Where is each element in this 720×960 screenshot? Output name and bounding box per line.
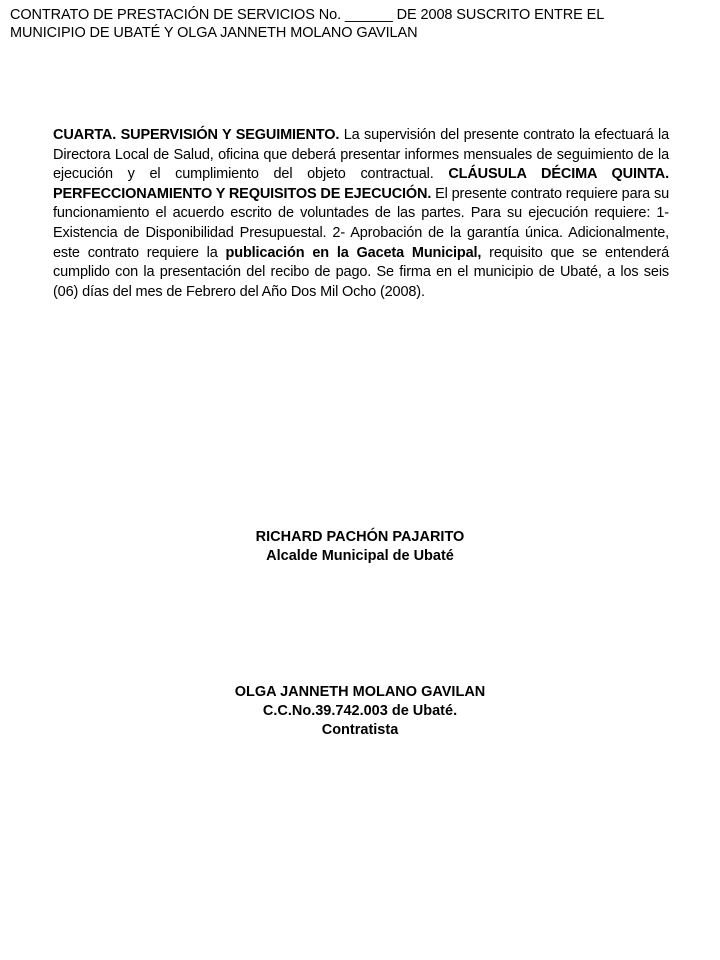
clause-closing-text: requisito que se entenderá cumplido con la presentación del recibo de pago. Se firma en el municipio de Ubaté, a los seis (06) días del mes de Febrero del Año Dos Mil Ocho (2008).	[53, 244, 670, 300]
clause-cuarta-text: La supervisión del presente contrato la efectuará la Directora Local de Salud, oficina que deberá presentar informes mensuales de seguimiento de la ejecución y el cumplimiento del objeto contractual.	[53, 127, 670, 183]
contratista-name: OLGA JANNETH MOLANO GAVILAN	[234, 684, 486, 700]
header-line-1: CONTRATO DE PRESTACIÓN DE SERVICIOS No. ______ DE 2008 SUSCRITO ENTRE EL	[10, 7, 605, 23]
signature-block-contratista	[0, 683, 720, 740]
contratista-id: C.C.No.39.742.003 de Ubaté.	[262, 703, 458, 719]
clause-decima-title: CLÁUSULA DÉCIMA QUINTA. PERFECCIONAMIENTO Y REQUISITOS DE EJECUCIÓN.	[53, 166, 670, 202]
clause-decima-text: El presente contrato requiere para su funcionamiento el acuerdo escrito de voluntades de las partes. Para su ejecución requiere: 1- Existencia de Disponibilidad Presupuestal. 2- Aprobación de la garantía única. Adicionalmente, este contrato requiere la	[53, 185, 669, 261]
signature-block-alcalde	[0, 528, 720, 566]
clause-paragraph	[53, 126, 669, 302]
contratista-role: Contratista	[321, 722, 399, 738]
document-header	[10, 6, 710, 42]
alcalde-role: Alcalde Municipal de Ubaté	[266, 548, 454, 564]
alcalde-name: RICHARD PACHÓN PAJARITO	[255, 529, 465, 545]
header-line-2: MUNICIPIO DE UBATÉ Y OLGA JANNETH MOLANO GAVILAN	[10, 25, 418, 41]
gaceta-requirement: publicación en la Gaceta Municipal,	[225, 244, 482, 261]
clause-cuarta-title: CUARTA. SUPERVISIÓN Y SEGUIMIENTO.	[53, 127, 340, 143]
